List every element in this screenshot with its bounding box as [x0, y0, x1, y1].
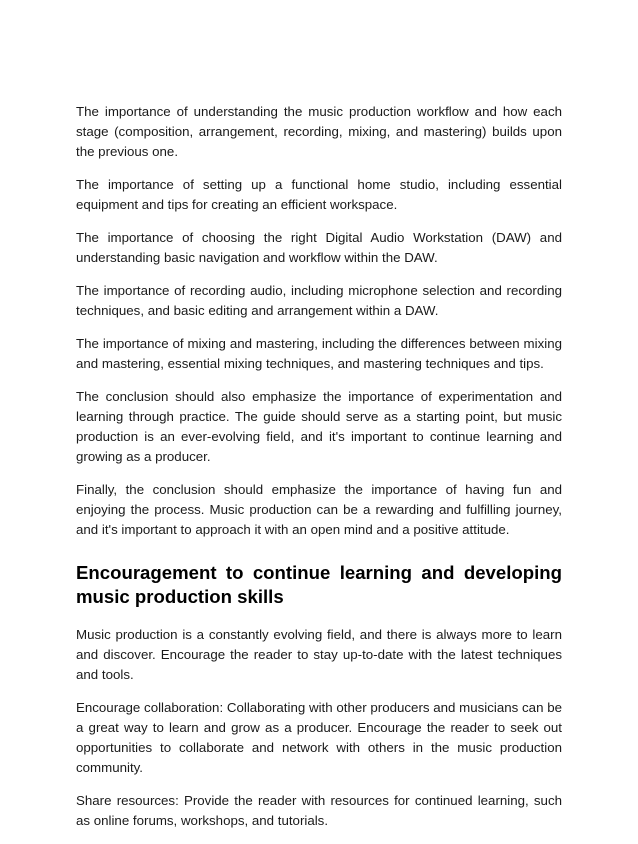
paragraph-daw: The importance of choosing the right Digital Audio Workstation (DAW) and understanding basic navigation and workflow within the DAW.	[76, 230, 562, 265]
paragraph-evolving-field: Music production is a constantly evolving field, and there is always more to learn and discover. Encourage the reader to stay up-to-date with the latest techniques and tools.	[76, 627, 562, 682]
paragraph-recording: The importance of recording audio, including microphone selection and recording techniques, and basic editing and arrangement within a DAW.	[76, 283, 562, 318]
paragraph-experimentation: The conclusion should also emphasize the importance of experimentation and learning through practice. The guide should serve as a starting point, but music production is an ever-evolving field, and it's important to continue learning and growing as a producer.	[76, 389, 562, 464]
paragraph-collaboration: Encourage collaboration: Collaborating with other producers and musicians can be a great way to learn and grow as a producer. Encourage the reader to seek out opportunities to collaborate and network with others in the music production community.	[76, 700, 562, 775]
paragraph-mixing-mastering: The importance of mixing and mastering, including the differences between mixing and mastering, essential mixing techniques, and mastering techniques and tips.	[76, 336, 562, 371]
paragraph-workflow: The importance of understanding the music production workflow and how each stage (composition, arrangement, recording, mixing, and mastering) builds upon the previous one.	[76, 104, 562, 159]
document-page	[76, 102, 562, 844]
paragraph-resources: Share resources: Provide the reader with resources for continued learning, such as online forums, workshops, and tutorials.	[76, 793, 562, 828]
paragraph-have-fun: Finally, the conclusion should emphasize the importance of having fun and enjoying the process. Music production can be a rewarding and fulfilling journey, and it's important to approach it with an open mind and a positive attitude.	[76, 482, 562, 537]
paragraph-home-studio: The importance of setting up a functional home studio, including essential equipment and tips for creating an efficient workspace.	[76, 177, 562, 212]
section-heading: Encouragement to continue learning and developing music production skills	[76, 562, 562, 607]
